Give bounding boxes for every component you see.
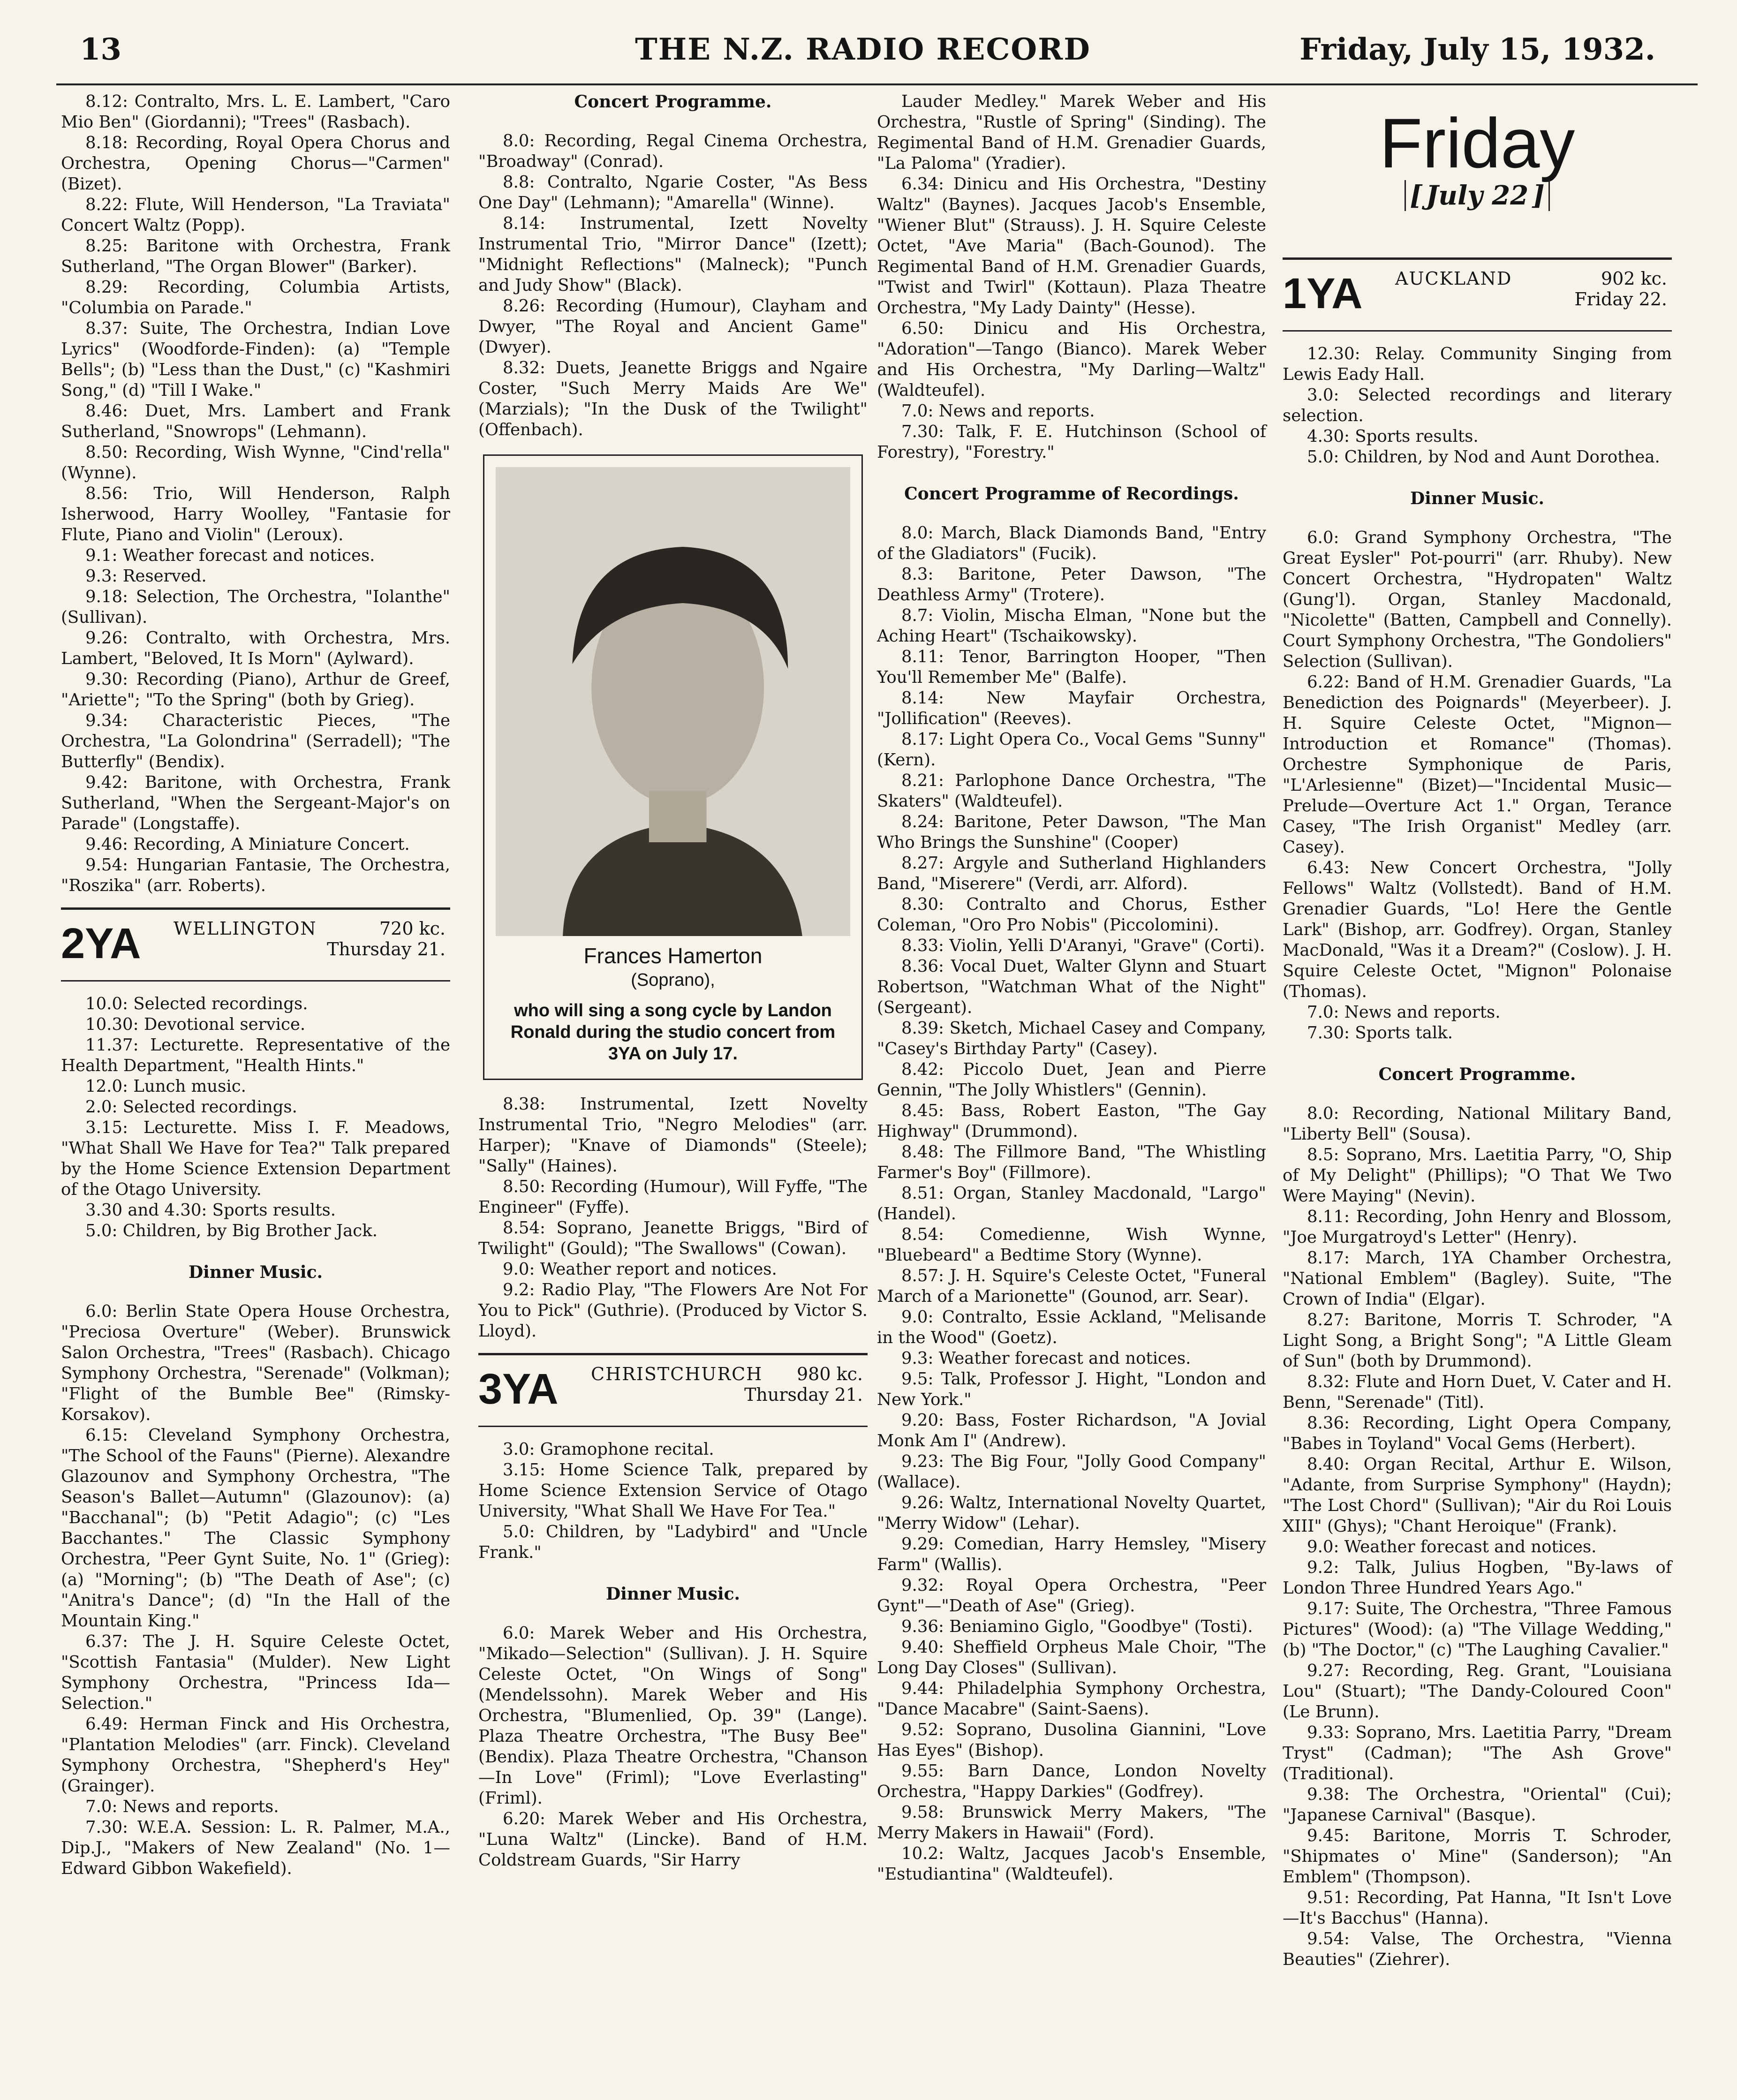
program-item: 8.21: Parlophone Dance Orchestra, "The Skaters" (Waldteufel).: [877, 771, 1266, 811]
program-item: 9.44: Philadelphia Symphony Orchestra, "Dance Macabre" (Saint-Saens).: [877, 1679, 1266, 1719]
program-item: 8.54: Soprano, Jeanette Briggs, "Bird of Twilight" (Gould); "The Swallows" (Cowan).: [478, 1218, 868, 1258]
program-item: 6.34: Dinicu and His Orchestra, "Destiny Waltz" (Baynes). Jacques Jacob's Ensemble, "Wiener Blut" (Strauss). J. H. Squire Celeste Octet, "Ave Maria" (Bach-Gounod). The Regimental Band of H.M. Grenadier Guards, "Twist and Twirl" (Kottaun). Plaza Theatre Orchestra, "My Lady Dainty" (Hesse).: [877, 174, 1266, 317]
program-item: 8.25: Baritone with Orchestra, Frank Sutherland, "The Organ Blower" (Barker).: [61, 236, 450, 276]
program-item: 11.37: Lecturette. Representative of the Health Department, "Health Hints.": [61, 1035, 450, 1075]
program-item: 8.57: J. H. Squire's Celeste Octet, "Funeral March of a Marionette" (Gounod, arr. Sear).: [877, 1266, 1266, 1306]
program-item: 9.2: Radio Play, "The Flowers Are Not For You to Pick" (Guthrie). (Produced by Victor S. Lloyd).: [478, 1280, 868, 1341]
program-list: [1283, 1103, 1672, 1970]
program-item: 8.50: Recording, Wish Wynne, "Cind'rella" (Wynne).: [61, 443, 450, 483]
program-item: 9.3: Reserved.: [85, 567, 207, 586]
program-item: 9.2: Talk, Julius Hogben, "By-laws of London Three Hundred Years Ago.": [1283, 1558, 1672, 1598]
program-list: [1283, 344, 1672, 468]
program-item: 7.0: News and reports.: [901, 401, 1095, 421]
program-item: 2.0: Selected recordings.: [85, 1097, 297, 1117]
program-item: 8.32: Flute and Horn Duet, V. Cater and H. Benn, "Serenade" (Titl).: [1283, 1372, 1672, 1412]
program-item: 7.0: News and reports.: [85, 1797, 279, 1816]
program-item: 6.0: Berlin State Opera House Orchestra, "Preciosa Overture" (Weber). Brunswick Salon Orchestra, "Trees" (Rasbach). Chicago Symphony Orchestra, "Serenade" (Volkman); "Flight of the Bumble Bee" (Rimsky-Korsakov).: [61, 1302, 450, 1424]
program-item: 9.26: Waltz, International Novelty Quartet, "Merry Widow" (Lehar).: [877, 1493, 1266, 1533]
program-item: 8.40: Organ Recital, Arthur E. Wilson, "Adante, from Surprise Symphony" (Haydn); "The Lost Chord" (Sullivan); "Air du Roi Louis XIII" (Ghys); "Chant Heroique" (Frank).: [1283, 1455, 1672, 1536]
column-3: [877, 91, 1266, 1885]
day-banner-date: [ July 22 ]: [1283, 185, 1672, 206]
program-item: 3.0: Gramophone recital.: [503, 1440, 714, 1459]
program-item: 9.0: Weather report and notices.: [503, 1260, 777, 1279]
program-item: 8.46: Duet, Mrs. Lambert and Frank Sutherland, "Snowrops" (Lehmann).: [61, 401, 450, 441]
program-item: 9.52: Soprano, Dusolina Giannini, "Love Has Eyes" (Bishop).: [877, 1720, 1266, 1760]
program-item: 7.0: News and reports.: [1307, 1003, 1501, 1022]
program-list: [478, 1439, 868, 1563]
program-item: 6.0: Grand Symphony Orchestra, "The Great Eysler" Pot-pourri" (arr. Rhuby). New Concert Orchestra, "Hydropaten" Waltz (Gung'l). Organ, Stanley Macdonald, "Nicolette" (Batten, Campbell and Connelly). Court Symphony Orchestra, "The Gondoliers" Selection (Sullivan).: [1283, 528, 1672, 671]
program-item: 8.32: Duets, Jeanette Briggs and Ngaire Coster, "Such Merry Maids Are We" (Marzials); "In the Dusk of the Twilight" (Offenbach).: [478, 358, 868, 439]
station-day: Thursday 21.: [744, 1384, 863, 1405]
portrait-photo: [496, 467, 850, 936]
program-item: 3.30 and 4.30: Sports results.: [85, 1201, 336, 1220]
program-item: 6.15: Cleveland Symphony Orchestra, "The School of the Fauns" (Pierne). Alexandre Glazounov and Symphony Orchestra, "The Season's Ballet—Autumn" (Glazounov): (a) "Bacchanal"; (b) "Petit Adagio"; (c) "Les Bacchantes." The Classic Symphony Orchestra, "Peer Gynt Suite, No. 1" (Grieg): (a) "Morning"; (b) "The Death of Ase"; (c) "Anitra's Dance"; (d) "In the Hall of the Mountain King.": [61, 1426, 450, 1631]
photo-feature: [483, 454, 863, 1080]
program-item: 5.0: Children, by "Ladybird" and "Uncle Frank.": [478, 1522, 868, 1562]
photo-caption-role: (Soprano),: [631, 970, 715, 990]
program-list: [478, 1623, 868, 1871]
program-item: 10.2: Waltz, Jacques Jacob's Ensemble, "Estudiantina" (Waldteufel).: [877, 1844, 1266, 1884]
station-day: Thursday 21.: [327, 939, 446, 959]
program-item: 8.36: Vocal Duet, Walter Glynn and Stuart Robertson, "Watchman What of the Night" (Sergeant).: [877, 957, 1266, 1017]
program-item: 8.54: Comedienne, Wish Wynne, "Bluebeard" a Bedtime Story (Wynne).: [877, 1225, 1266, 1265]
program-item: 9.33: Soprano, Mrs. Laetitia Parry, "Dream Tryst" (Cadman); "The Ash Grove" (Traditional).: [1283, 1723, 1672, 1783]
program-item: 3.0: Selected recordings and literary selection.: [1283, 385, 1672, 425]
program-item: 9.27: Recording, Reg. Grant, "Louisiana Lou" (Stuart); "The Dandy-Coloured Coon" (Le Brunn).: [1283, 1661, 1672, 1722]
program-list: [877, 91, 1266, 463]
program-item: 10.30: Devotional service.: [85, 1015, 306, 1034]
program-item: 8.27: Argyle and Sutherland Highlanders Band, "Miserere" (Verdi, arr. Alford).: [877, 854, 1266, 893]
program-item: 9.3: Weather forecast and notices.: [901, 1349, 1191, 1368]
program-item: 6.37: The J. H. Squire Celeste Octet, "Scottish Fantasia" (Mulder). New Light Symphony Orchestra, "Princess Ida—Selection.": [61, 1632, 450, 1713]
program-item: 8.22: Flute, Will Henderson, "La Traviata" Concert Waltz (Popp).: [61, 195, 450, 235]
section-heading: Concert Programme.: [574, 92, 772, 112]
program-list: [61, 91, 450, 896]
program-item: 9.20: Bass, Foster Richardson, "A Jovial Monk Am I" (Andrew).: [877, 1411, 1266, 1450]
program-list: [1283, 528, 1672, 1043]
program-item: 9.0: Weather forecast and notices.: [1307, 1537, 1597, 1556]
program-item: 8.0: Recording, National Military Band, "Liberty Bell" (Sousa).: [1283, 1104, 1672, 1144]
program-item: 8.11: Recording, John Henry and Blossom, "Joe Murgatroyd's Letter" (Henry).: [1283, 1207, 1672, 1247]
program-item: 6.20: Marek Weber and His Orchestra, "Luna Waltz" (Lincke). Band of H.M. Coldstream Guards, "Sir Harry: [478, 1809, 868, 1870]
program-item: 9.5: Talk, Professor J. Hight, "London and New York.": [877, 1369, 1266, 1409]
program-item: 8.56: Trio, Will Henderson, Ralph Isherwood, Harry Woolley, "Fantasie for Flute, Piano and Violin" (Leroux).: [61, 484, 450, 544]
column-1: [61, 91, 450, 1879]
program-item: 8.45: Bass, Robert Easton, "The Gay Highway" (Drummond).: [877, 1101, 1266, 1141]
program-item: 8.42: Piccolo Duet, Jean and Pierre Gennin, "The Jolly Whistlers" (Gennin).: [877, 1060, 1266, 1100]
program-item: 6.0: Marek Weber and His Orchestra, "Mikado—Selection" (Sullivan). J. H. Squire Celeste Octet, "On Wings of Song" (Mendelssohn). Marek Weber and His Orchestra, "Blumenlied, Op. 39" (Lange). Plaza Theatre Orchestra, "The Busy Bee" (Bendix). Plaza Theatre Orchestra, "Chanson—In Love" (Friml); "Love Everlasting" (Friml).: [478, 1624, 868, 1808]
program-item: 9.0: Contralto, Essie Ackland, "Melisande in the Wood" (Goetz).: [877, 1307, 1266, 1347]
program-item: 9.45: Baritone, Morris T. Schroder, "Shipmates o' Mine" (Sanderson); "An Emblem" (Thompson).: [1283, 1826, 1672, 1887]
program-list: [61, 994, 450, 1241]
program-item: 8.29: Recording, Columbia Artists, "Columbia on Parade.": [61, 278, 450, 317]
program-item: 8.38: Instrumental, Izett Novelty Instrumental Trio, "Negro Melodies" (arr. Harper); "Knave of Diamonds" (Steele); "Sally" (Haines).: [478, 1095, 868, 1176]
program-item: 8.11: Tenor, Barrington Hooper, "Then You'll Remember Me" (Balfe).: [877, 647, 1266, 687]
station-day: Friday 22.: [1574, 289, 1667, 310]
program-item: 9.46: Recording, A Miniature Concert.: [85, 835, 410, 854]
program-item: 8.5: Soprano, Mrs. Laetitia Parry, "O, Ship of My Delight" (Phillips); "O That We Two Were Maying" (Nevin).: [1283, 1145, 1672, 1206]
station-frequency: 980 kc.: [797, 1364, 863, 1384]
program-item: 8.26: Recording (Humour), Clayham and Dwyer, "The Royal and Ancient Game" (Dwyer).: [478, 296, 868, 357]
program-item: 12.0: Lunch music.: [85, 1077, 246, 1096]
program-item: 8.0: March, Black Diamonds Band, "Entry of the Gladiators" (Fucik).: [877, 523, 1266, 563]
program-item: 8.14: New Mayfair Orchestra, "Jollification" (Reeves).: [877, 688, 1266, 728]
program-item: 9.58: Brunswick Merry Makers, "The Merry Makers in Hawaii" (Ford).: [877, 1803, 1266, 1843]
station-call-sign: 3YA: [478, 1365, 559, 1413]
issue-date: Friday, July 15, 1932.: [1299, 32, 1655, 67]
program-item: 8.17: Light Opera Co., Vocal Gems "Sunny" (Kern).: [877, 730, 1266, 770]
section-heading: Concert Programme.: [1378, 1065, 1576, 1084]
program-item: 9.38: The Orchestra, "Oriental" (Cui); "Japanese Carnival" (Basque).: [1283, 1785, 1672, 1825]
program-item: 9.36: Beniamino Giglo, "Goodbye" (Tosti).: [901, 1617, 1253, 1636]
photo-caption-text: who will sing a song cycle by Landon Ronald during the studio concert from 3YA on July 17.: [510, 1001, 836, 1064]
program-item: 8.17: March, 1YA Chamber Orchestra, "National Emblem" (Bagley). Suite, "The Crown of India" (Elgar).: [1283, 1248, 1672, 1309]
station-city: WELLINGTON: [174, 918, 317, 939]
program-item: 8.27: Baritone, Morris T. Schroder, "A Light Song, a Bright Song"; "A Little Gleam of Sun" (both by Drummond).: [1283, 1310, 1672, 1371]
program-item: 8.7: Violin, Mischa Elman, "None but the Aching Heart" (Tschaikowsky).: [877, 606, 1266, 646]
program-item: 8.24: Baritone, Peter Dawson, "The Man Who Brings the Sunshine" (Cooper): [877, 812, 1266, 852]
program-item: 8.14: Instrumental, Izett Novelty Instrumental Trio, "Mirror Dance" (Izett); "Midnight Reflections" (Malneck); "Punch and Judy Show" (Black).: [478, 214, 868, 295]
station-city: AUCKLAND: [1395, 268, 1512, 289]
program-item: 8.37: Suite, The Orchestra, Indian Love Lyrics" (Woodforde-Finden): (a) "Temple Bells"; (b) "Less than the Dust," (c) "Kashmiri Song," (d) "Till I Wake.": [61, 319, 450, 400]
program-list: [61, 1301, 450, 1879]
program-item: 9.17: Suite, The Orchestra, "Three Famous Pictures" (Wood): (a) "The Village Wedding," (b) "The Doctor," (c) "The Laughing Cavalier.": [1283, 1599, 1672, 1660]
portrait-image: [496, 467, 850, 936]
program-item: 8.0: Recording, Regal Cinema Orchestra, "Broadway" (Conrad).: [478, 131, 868, 171]
column-4: [1283, 91, 1672, 1970]
program-item: 8.50: Recording (Humour), Will Fyffe, "The Engineer" (Fyffe).: [478, 1177, 868, 1217]
program-item: 9.40: Sheffield Orpheus Male Choir, "The Long Day Closes" (Sullivan).: [877, 1638, 1266, 1677]
program-item: 9.30: Recording (Piano), Arthur de Greef, "Ariette"; "To the Spring" (both by Grieg).: [61, 670, 450, 710]
program-item: 9.32: Royal Opera Orchestra, "Peer Gynt"—"Death of Ase" (Grieg).: [877, 1576, 1266, 1616]
program-list: [877, 523, 1266, 1885]
program-item: 9.23: The Big Four, "Jolly Good Company" (Wallace).: [877, 1452, 1266, 1492]
program-item: 7.30: W.E.A. Session: L. R. Palmer, M.A., Dip.J., "Makers of New Zealand" (No. 1—Edward Gibbon Wakefield).: [61, 1818, 450, 1878]
program-item: 9.1: Weather forecast and notices.: [85, 546, 375, 565]
station-header-1ya: [1283, 257, 1672, 332]
day-banner-title: Friday: [1379, 104, 1575, 182]
program-item: 9.55: Barn Dance, London Novelty Orchestra, "Happy Darkies" (Godfrey).: [877, 1761, 1266, 1801]
program-item: 8.8: Contralto, Ngarie Coster, "As Bess One Day" (Lehmann); "Amarella" (Winne).: [478, 173, 868, 212]
column-2: [478, 91, 868, 1871]
program-item: 4.30: Sports results.: [1307, 427, 1479, 446]
day-banner: [1283, 91, 1672, 246]
program-item: 6.43: New Concert Orchestra, "Jolly Fellows" Waltz (Vollstedt). Band of H.M. Grenadier Guards, "Lo! Here the Gentle Lark" (Bishop, arr. Godfrey). Organ, Stanley MacDonald, "Was it a Dream?" (Coslow). J. H. Squire Celeste Octet, "Mignon" Polonaise (Thomas).: [1283, 858, 1672, 1001]
program-item: 6.49: Herman Finck and His Orchestra, "Plantation Melodies" (arr. Finck). Cleveland Symphony Orchestra, "Shepherd's Hey" (Grainger).: [61, 1715, 450, 1796]
masthead: [56, 29, 1669, 78]
program-item: 9.26: Contralto, with Orchestra, Mrs. Lambert, "Beloved, It Is Morn" (Aylward).: [61, 628, 450, 668]
program-item: 7.30: Sports talk.: [1307, 1023, 1453, 1042]
program-item: 6.22: Band of H.M. Grenadier Guards, "La Benediction des Poignards" (Meyerbeer). J. H. Squire Celeste Octet, "Mignon—Introduction et Romance" (Thomas). Orchestre Symphonique de Paris, "L'Arlesienne" (Bizet)—"Incidental Music—Prelude—Overture Act 1." Organ, Terance Casey, "The Irish Organist" Medley (arr. Casey).: [1283, 672, 1672, 857]
station-frequency: 720 kc.: [379, 918, 446, 939]
program-item: 9.54: Hungarian Fantasie, The Orchestra, "Roszika" (arr. Roberts).: [61, 855, 450, 895]
program-item: 9.18: Selection, The Orchestra, "Iolanthe" (Sullivan).: [61, 587, 450, 627]
program-item: 8.51: Organ, Stanley Macdonald, "Largo" (Handel).: [877, 1184, 1266, 1224]
program-item: 9.29: Comedian, Harry Hemsley, "Misery Farm" (Wallis).: [877, 1534, 1266, 1574]
program-item: 10.0: Selected recordings.: [85, 994, 308, 1013]
header-rule: [56, 83, 1698, 85]
photo-caption-name: Frances Hamerton: [583, 944, 763, 968]
program-item: Lauder Medley." Marek Weber and His Orchestra, "Rustle of Spring" (Sinding). The Regimental Band of H.M. Grenadier Guards, "La Paloma" (Yradier).: [877, 92, 1266, 173]
section-heading: Dinner Music.: [1410, 489, 1545, 508]
program-item: 8.36: Recording, Light Opera Company, "Babes in Toyland" Vocal Gems (Herbert).: [1283, 1413, 1672, 1453]
day-banner-date-text: July 22: [1426, 180, 1529, 211]
station-frequency: 902 kc.: [1601, 268, 1667, 289]
program-item: 9.54: Valse, The Orchestra, "Vienna Beauties" (Ziehrer).: [1283, 1929, 1672, 1969]
section-heading: Concert Programme of Recordings.: [904, 484, 1239, 504]
station-header-2ya: [61, 907, 450, 982]
program-item: 8.33: Violin, Yelli D'Aranyi, "Grave" (Corti).: [901, 936, 1265, 955]
page-number: 13: [80, 32, 122, 67]
section-heading: Dinner Music.: [188, 1262, 323, 1282]
station-call-sign: 1YA: [1283, 270, 1363, 317]
program-item: 5.0: Children, by Big Brother Jack.: [85, 1221, 378, 1240]
program-item: 9.51: Recording, Pat Hanna, "It Isn't Love—It's Bacchus" (Hanna).: [1283, 1888, 1672, 1928]
program-item: 12.30: Relay. Community Singing from Lewis Eady Hall.: [1283, 344, 1672, 384]
program-list: [478, 131, 868, 440]
section-heading: Dinner Music.: [605, 1584, 740, 1604]
station-call-sign: 2YA: [61, 920, 141, 967]
program-item: 3.15: Lecturette. Miss I. F. Meadows, "What Shall We Have for Tea?" Talk prepared by the Home Science Extension Department of the Otago University.: [61, 1118, 450, 1199]
program-item: 8.3: Baritone, Peter Dawson, "The Deathless Army" (Trotere).: [877, 565, 1266, 604]
program-list: [478, 1094, 868, 1342]
program-item: 8.12: Contralto, Mrs. L. E. Lambert, "Caro Mio Ben" (Giordanni); "Trees" (Rasbach).: [61, 92, 450, 132]
newspaper-title: THE N.Z. RADIO RECORD: [635, 32, 1091, 67]
program-item: 5.0: Children, by Nod and Aunt Dorothea.: [1307, 447, 1660, 467]
program-item: 8.30: Contralto and Chorus, Esther Coleman, "Oro Pro Nobis" (Piccolomini).: [877, 895, 1266, 935]
station-header-3ya: [478, 1353, 868, 1427]
station-city: CHRISTCHURCH: [591, 1364, 763, 1384]
program-item: 8.48: The Fillmore Band, "The Whistling Farmer's Boy" (Fillmore).: [877, 1142, 1266, 1182]
program-item: 8.18: Recording, Royal Opera Chorus and Orchestra, Opening Chorus—"Carmen" (Bizet).: [61, 133, 450, 194]
program-item: 9.42: Baritone, with Orchestra, Frank Sutherland, "When the Sergeant-Major's on Parade" (Longstaffe).: [61, 773, 450, 833]
program-item: 8.39: Sketch, Michael Casey and Company, "Casey's Birthday Party" (Casey).: [877, 1019, 1266, 1058]
program-item: 6.50: Dinicu and His Orchestra, "Adoration"—Tango (Bianco). Marek Weber and His Orchestra, "My Darling—Waltz" (Waldteufel).: [877, 319, 1266, 400]
program-item: 9.34: Characteristic Pieces, "The Orchestra, "La Golondrina" (Serradell); "The Butterfly" (Bendix).: [61, 711, 450, 771]
program-item: 7.30: Talk, F. E. Hutchinson (School of Forestry), "Forestry.": [877, 422, 1266, 462]
program-item: 3.15: Home Science Talk, prepared by Home Science Extension Service of Otago University, "What Shall We Have For Tea.": [478, 1460, 868, 1521]
